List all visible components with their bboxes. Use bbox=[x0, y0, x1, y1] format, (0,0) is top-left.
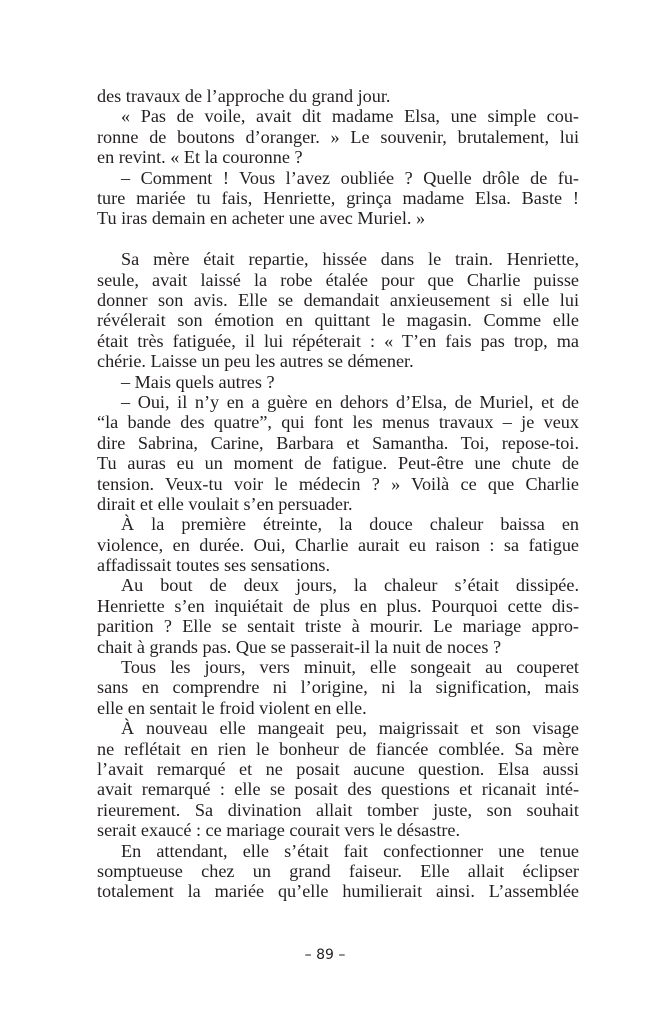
text-line: seule, avait laissé la robe étalée pour que Charlie puisse bbox=[97, 269, 579, 290]
text-line: Henriette s’en inquiétait de plus en plus. Pourquoi cette dis- bbox=[97, 595, 579, 616]
text-line: totalement la mariée qu’elle humilierait ainsi. L’assemblée bbox=[97, 881, 579, 902]
text-line: Tu auras eu un moment de fatigue. Peut-être une chute de bbox=[97, 453, 579, 474]
text-line: donner son avis. Elle se demandait anxieusement si elle lui bbox=[97, 290, 579, 311]
text-line: – Mais quels autres ? bbox=[121, 371, 275, 392]
paragraph bbox=[97, 718, 579, 840]
text-line: À nouveau elle mangeait peu, maigrissait et son visage bbox=[121, 718, 579, 739]
text-line: avait remarqué : elle se posait des questions et ricanait inté- bbox=[97, 779, 579, 800]
text-line: tension. Veux-tu voir le médecin ? » Voilà ce que Charlie bbox=[97, 473, 579, 494]
text-line: – Comment ! Vous l’avez oubliée ? Quelle drôle de fu- bbox=[121, 167, 579, 188]
paragraph bbox=[97, 392, 579, 514]
text-line: dire Sabrina, Carine, Barbara et Samantha. Toi, repose-toi. bbox=[97, 432, 579, 453]
text-line: Au bout de deux jours, la chaleur s’était dissipée. bbox=[121, 575, 579, 596]
text-line: en revint. « Et la couronne ? bbox=[97, 147, 303, 168]
paragraph bbox=[97, 841, 579, 902]
paragraph bbox=[97, 575, 579, 657]
paragraph bbox=[97, 372, 579, 392]
text-line: rieurement. Sa divination allait tomber juste, son souhait bbox=[97, 799, 579, 820]
text-line: révélerait son émotion en quittant le magasin. Comme elle bbox=[97, 310, 579, 331]
page-number: – 89 – bbox=[304, 947, 346, 963]
text-section bbox=[97, 249, 579, 902]
text-line: était très fatiguée, il lui répéterait : « T’en fais pas trop, ma bbox=[97, 330, 579, 351]
text-line: des travaux de l’approche du grand jour. bbox=[97, 86, 391, 106]
text-line: serait exaucé : ce mariage courait vers le désastre. bbox=[97, 820, 461, 841]
text-line: affadissait toutes ses sensations. bbox=[97, 555, 331, 576]
text-line: – Oui, il n’y en a guère en dehors d’Elsa, de Muriel, et de bbox=[121, 391, 579, 412]
paragraph bbox=[97, 86, 579, 106]
text-line: sans en comprendre ni l’origine, ni la signification, mais bbox=[97, 677, 579, 698]
text-line: parition ? Elle se sentait triste à mourir. Le mariage appro- bbox=[97, 616, 579, 637]
text-line: elle en sentait le froid violent en elle. bbox=[97, 697, 367, 718]
page-body-text bbox=[97, 86, 579, 902]
text-line: Tu iras demain en acheter une avec Muriel. » bbox=[97, 208, 426, 229]
text-line: « Pas de voile, avait dit madame Elsa, une simple cou- bbox=[121, 106, 579, 127]
paragraph bbox=[97, 657, 579, 718]
text-line: chait à grands pas. Que se passerait-il la nuit de noces ? bbox=[97, 636, 502, 657]
text-section bbox=[97, 86, 579, 229]
text-line: “la bande des quatre”, qui font les menus travaux – je veux bbox=[97, 412, 579, 433]
text-line: En attendant, elle s’était fait confectionner une tenue bbox=[121, 840, 579, 861]
text-line: ture mariée tu fais, Henriette, grinça madame Elsa. Baste ! bbox=[97, 187, 579, 208]
text-line: Sa mère était repartie, hissée dans le train. Henriette, bbox=[121, 249, 579, 270]
paragraph bbox=[97, 106, 579, 167]
text-line: l’avait remarqué et ne posait aucune question. Elsa aussi bbox=[97, 759, 579, 779]
text-line: chérie. Laisse un peu les autres se démener. bbox=[97, 351, 414, 372]
text-line: Tous les jours, vers minuit, elle songeait au couperet bbox=[121, 657, 579, 678]
text-line: dirait et elle voulait s’en persuader. bbox=[97, 493, 353, 514]
text-line: violence, en durée. Oui, Charlie aurait eu raison : sa fatigue bbox=[97, 534, 579, 555]
paragraph bbox=[97, 168, 579, 229]
text-line: À la première étreinte, la douce chaleur baissa en bbox=[121, 514, 579, 535]
paragraph bbox=[97, 514, 579, 575]
text-line: somptueuse chez un grand faiseur. Elle allait éclipser bbox=[97, 860, 579, 881]
text-line: ronne de boutons d’oranger. » Le souvenir, brutalement, lui bbox=[97, 126, 579, 147]
paragraph bbox=[97, 249, 579, 371]
text-line: ne reflétait en rien le bonheur de fiancée comblée. Sa mère bbox=[97, 738, 579, 759]
